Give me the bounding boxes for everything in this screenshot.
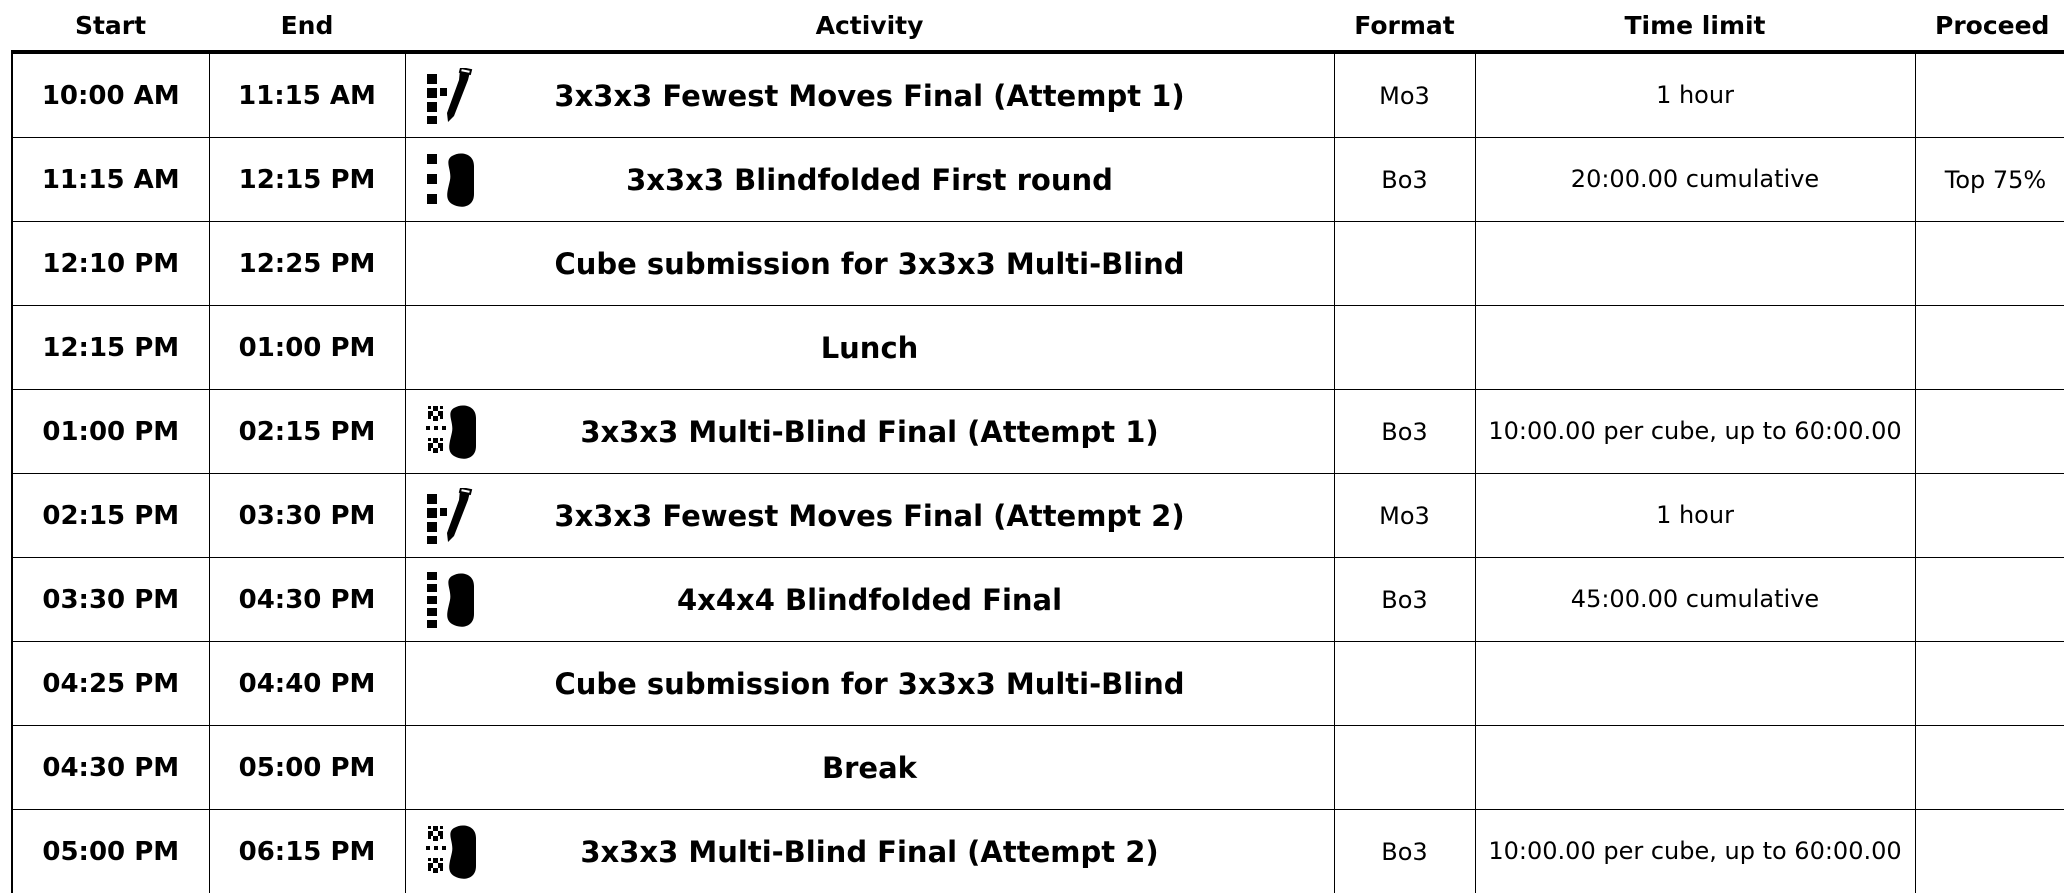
- 4bld-icon: [424, 572, 478, 628]
- time-limit-cell: [1475, 726, 1915, 810]
- start-time: 05:00 PM: [12, 810, 209, 894]
- schedule-table: [11, 0, 2064, 893]
- time-limit-cell: 10:00.00 per cube, up to 60:00.00: [1475, 810, 1915, 894]
- time-limit-cell: 1 hour: [1475, 52, 1915, 138]
- end-time: 03:30 PM: [209, 474, 405, 558]
- end-time: 12:25 PM: [209, 222, 405, 306]
- activity-cell: [405, 390, 1334, 474]
- proceed-cell: [1915, 474, 2064, 558]
- start-time: 12:10 PM: [12, 222, 209, 306]
- start-time: 12:15 PM: [12, 306, 209, 390]
- activity-name: 3x3x3 Multi-Blind Final (Attempt 1): [580, 414, 1159, 449]
- activity-name: 3x3x3 Multi-Blind Final (Attempt 2): [580, 834, 1159, 869]
- format-cell: Bo3: [1334, 390, 1475, 474]
- start-time: 11:15 AM: [12, 138, 209, 222]
- table-row: [12, 474, 2064, 558]
- start-time: 01:00 PM: [12, 390, 209, 474]
- activity-cell: [405, 474, 1334, 558]
- activity-name: 4x4x4 Blindfolded Final: [676, 582, 1063, 617]
- time-limit-cell: 20:00.00 cumulative: [1475, 138, 1915, 222]
- proceed-cell: [1915, 726, 2064, 810]
- activity-name: Cube submission for 3x3x3 Multi-Blind: [554, 246, 1185, 281]
- format-cell: Bo3: [1334, 558, 1475, 642]
- start-time: 10:00 AM: [12, 52, 209, 138]
- end-time: 12:15 PM: [209, 138, 405, 222]
- activity-name: Lunch: [820, 330, 919, 365]
- format-cell: Mo3: [1334, 52, 1475, 138]
- end-time: 06:15 PM: [209, 810, 405, 894]
- end-time: 01:00 PM: [209, 306, 405, 390]
- end-time: 04:40 PM: [209, 642, 405, 726]
- header-activity: Activity: [405, 0, 1334, 52]
- header-row: [12, 0, 2064, 52]
- activity-cell: [405, 222, 1334, 306]
- multi-blind-icon: [424, 824, 478, 880]
- activity-name: 3x3x3 Blindfolded First round: [626, 162, 1113, 197]
- table-row: [12, 138, 2064, 222]
- format-cell: [1334, 726, 1475, 810]
- start-time: 03:30 PM: [12, 558, 209, 642]
- format-cell: [1334, 306, 1475, 390]
- format-cell: Bo3: [1334, 810, 1475, 894]
- format-cell: Mo3: [1334, 474, 1475, 558]
- activity-cell: [405, 558, 1334, 642]
- fewest-moves-icon: [424, 488, 478, 544]
- activity-name: 3x3x3 Fewest Moves Final (Attempt 1): [554, 78, 1185, 113]
- time-limit-cell: 1 hour: [1475, 474, 1915, 558]
- header-time-limit: Time limit: [1475, 0, 1915, 52]
- proceed-cell: [1915, 306, 2064, 390]
- end-time: 05:00 PM: [209, 726, 405, 810]
- proceed-cell: [1915, 810, 2064, 894]
- time-limit-cell: 10:00.00 per cube, up to 60:00.00: [1475, 390, 1915, 474]
- table-row: [12, 222, 2064, 306]
- table-row: [12, 390, 2064, 474]
- activity-name: 3x3x3 Fewest Moves Final (Attempt 2): [554, 498, 1185, 533]
- proceed-cell: [1915, 390, 2064, 474]
- activity-cell: [405, 138, 1334, 222]
- table-row: [12, 52, 2064, 138]
- activity-cell: [405, 726, 1334, 810]
- activity-cell: [405, 52, 1334, 138]
- table-row: [12, 810, 2064, 894]
- end-time: 04:30 PM: [209, 558, 405, 642]
- start-time: 04:30 PM: [12, 726, 209, 810]
- activity-cell: [405, 810, 1334, 894]
- start-time: 04:25 PM: [12, 642, 209, 726]
- end-time: 02:15 PM: [209, 390, 405, 474]
- activity-cell: [405, 306, 1334, 390]
- 3bld-icon: [424, 152, 478, 208]
- header-end: End: [209, 0, 405, 52]
- multi-blind-icon: [424, 404, 478, 460]
- schedule-table-container: [11, 0, 2064, 893]
- activity-name: Break: [822, 750, 917, 785]
- end-time: 11:15 AM: [209, 52, 405, 138]
- table-row: [12, 726, 2064, 810]
- proceed-cell: [1915, 642, 2064, 726]
- activity-name: Cube submission for 3x3x3 Multi-Blind: [554, 666, 1185, 701]
- proceed-cell: [1915, 222, 2064, 306]
- header-format: Format: [1334, 0, 1475, 52]
- format-cell: Bo3: [1334, 138, 1475, 222]
- table-row: [12, 558, 2064, 642]
- table-row: [12, 306, 2064, 390]
- proceed-cell: [1915, 52, 2064, 138]
- format-cell: [1334, 642, 1475, 726]
- start-time: 02:15 PM: [12, 474, 209, 558]
- time-limit-cell: 45:00.00 cumulative: [1475, 558, 1915, 642]
- time-limit-cell: [1475, 222, 1915, 306]
- proceed-cell: Top 75%: [1915, 138, 2064, 222]
- time-limit-cell: [1475, 642, 1915, 726]
- format-cell: [1334, 222, 1475, 306]
- header-proceed: Proceed: [1915, 0, 2064, 52]
- time-limit-cell: [1475, 306, 1915, 390]
- table-row: [12, 642, 2064, 726]
- activity-cell: [405, 642, 1334, 726]
- fewest-moves-icon: [424, 68, 478, 124]
- proceed-cell: [1915, 558, 2064, 642]
- header-start: Start: [12, 0, 209, 52]
